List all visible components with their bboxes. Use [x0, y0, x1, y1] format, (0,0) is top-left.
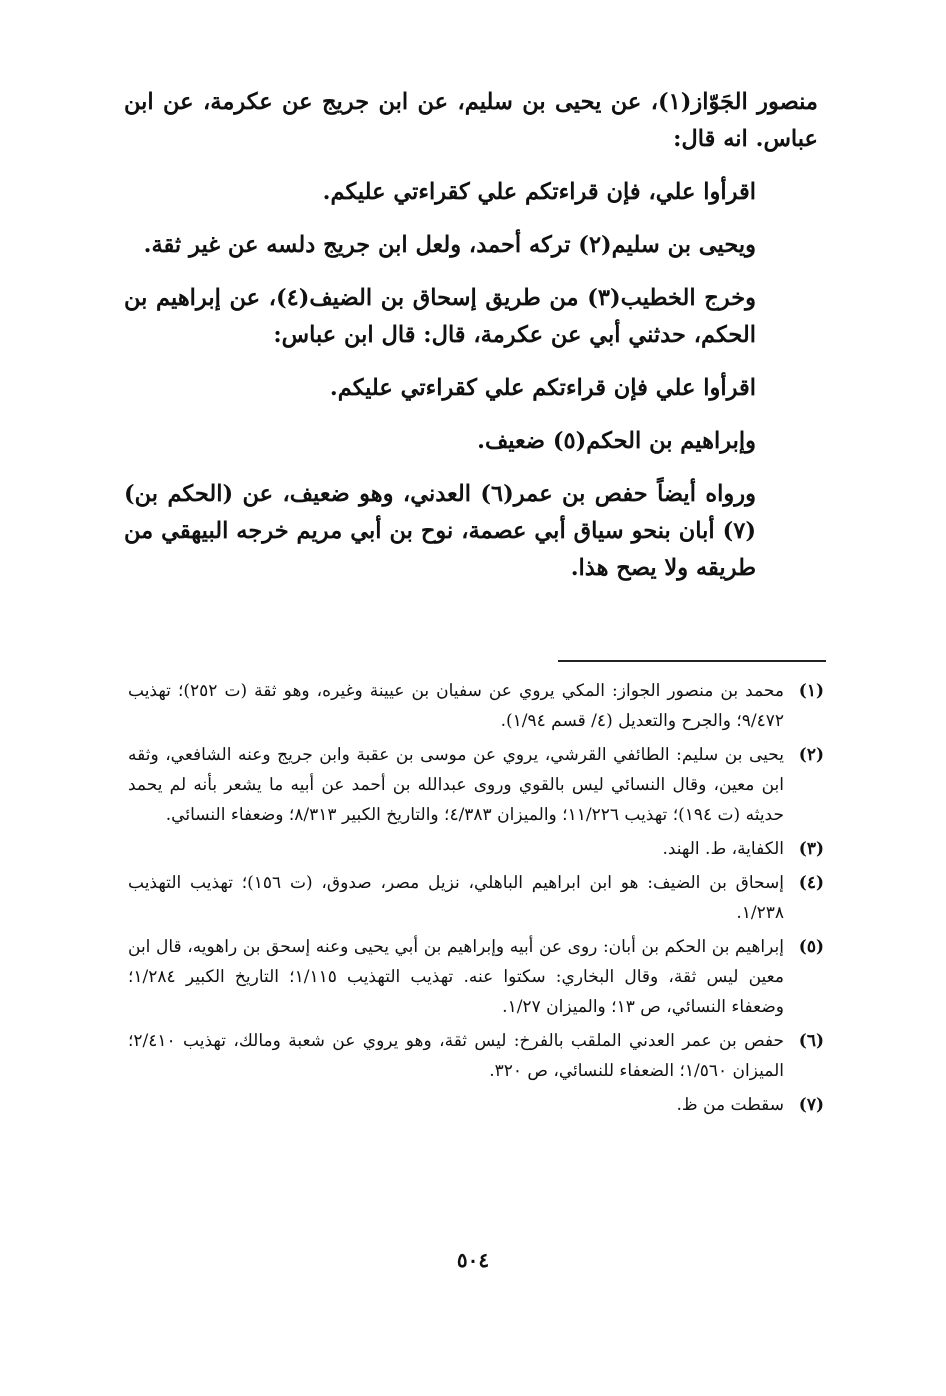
- footnote-number: (٧): [798, 1095, 824, 1115]
- footnote-text: حفص بن عمر العدني الملقب بالفرخ: ليس ثقة، وهو يروي عن شعبة ومالك، تهذيب ٢/٤١٠؛ الميزان ١/٥٦٠؛ الضعفاء للنسائي، ص ٣٢٠.: [128, 1031, 784, 1081]
- footnote-number: (٤): [798, 873, 824, 893]
- page-number: ٥٠٤: [456, 1248, 490, 1272]
- footnote: [128, 1090, 824, 1120]
- footnote-text: الكفاية، ط. الهند.: [662, 839, 784, 859]
- quote-1: اقرأوا علي، فإن قراءتكم علي كقراءتي عليكم.: [322, 179, 756, 205]
- footnote: [128, 1026, 824, 1086]
- footnote-number: (١): [798, 681, 824, 701]
- quote-2: اقرأوا علي فإن قراءتكم علي كقراءتي عليكم.: [329, 375, 756, 401]
- footnote-number: (٦): [798, 1031, 824, 1051]
- footnote: [128, 868, 824, 928]
- paragraph-4: وإبراهيم بن الحكم(٥) ضعيف.: [477, 428, 756, 454]
- footnote: [128, 834, 824, 864]
- footnote-text: محمد بن منصور الجواز: المكي يروي عن سفيان بن عيينة وغيره، وهو ثقة (ت ٢٥٢)؛ تهذيب ٩/٤٧٢؛ والجرح والتعديل (٤/ قسم ١/٩٤).: [128, 681, 784, 731]
- footnote: [128, 676, 824, 736]
- footnote-number: (٣): [798, 839, 824, 859]
- paragraph-1: منصور الجَوّاز(١)، عن يحيى بن سليم، عن ابن جريج عن عكرمة، عن ابن عباس. انه قال:: [124, 89, 818, 152]
- paragraph-3: وخرج الخطيب(٣) من طريق إسحاق بن الضيف(٤)، عن إبراهيم بن الحكم، حدثني أبي عن عكرمة، قال: قال ابن عباس:: [124, 285, 756, 348]
- main-text: [124, 84, 818, 603]
- footnote-text: يحيى بن سليم: الطائفي القرشي، يروي عن موسى بن عقبة وابن جريج وعنه الشافعي، وثقه ابن معين، وقال النسائي ليس بالقوي وروى عبدالله بن أحمد عن أبيه ما يشعر بأنه لم يحمد حديثه (ت ١٩٤)؛ تهذيب ١١/٢٢٦؛ والميزان ٤/٣٨٣؛ والتاريخ الكبير ٨/٣١٣؛ وضعفاء النسائي.: [128, 745, 784, 825]
- footnote-text: إسحاق بن الضيف: هو ابن ابراهيم الباهلي، نزيل مصر، صدوق، (ت ١٥٦)؛ تهذيب التهذيب ١/٢٣٨.: [128, 873, 784, 923]
- footnote-separator: [558, 660, 826, 662]
- footnote: [128, 932, 824, 1022]
- footnote-text: إبراهيم بن الحكم بن أبان: روى عن أبيه وإبراهيم بن أبي يحيى وعنه إسحق بن راهويه، قال ابن معين ليس ثقة، وقال البخاري: سكتوا عنه. تهذيب التهذيب ١/١١٥؛ التاريخ الكبير ١/٢٨٤؛ وضعفاء النسائي، ص ١٣؛ والميزان ١/٢٧.: [128, 937, 784, 1017]
- footnotes: [128, 676, 824, 1124]
- footnote-number: (٢): [798, 745, 824, 765]
- footnote-text: سقطت من ظ.: [676, 1095, 784, 1115]
- footnote-number: (٥): [798, 937, 824, 957]
- paragraph-5: ورواه أيضاً حفص بن عمر(٦) العدني، وهو ضعيف، عن (الحكم بن)(٧) أبان بنحو سياق أبي عصمة، نوح بن أبي مريم خرجه البيهقي من طريقه ولا يصح هذا.: [124, 481, 756, 581]
- footnote: [128, 740, 824, 830]
- paragraph-2: ويحيى بن سليم(٢) تركه أحمد، ولعل ابن جريج دلسه عن غير ثقة.: [143, 232, 756, 258]
